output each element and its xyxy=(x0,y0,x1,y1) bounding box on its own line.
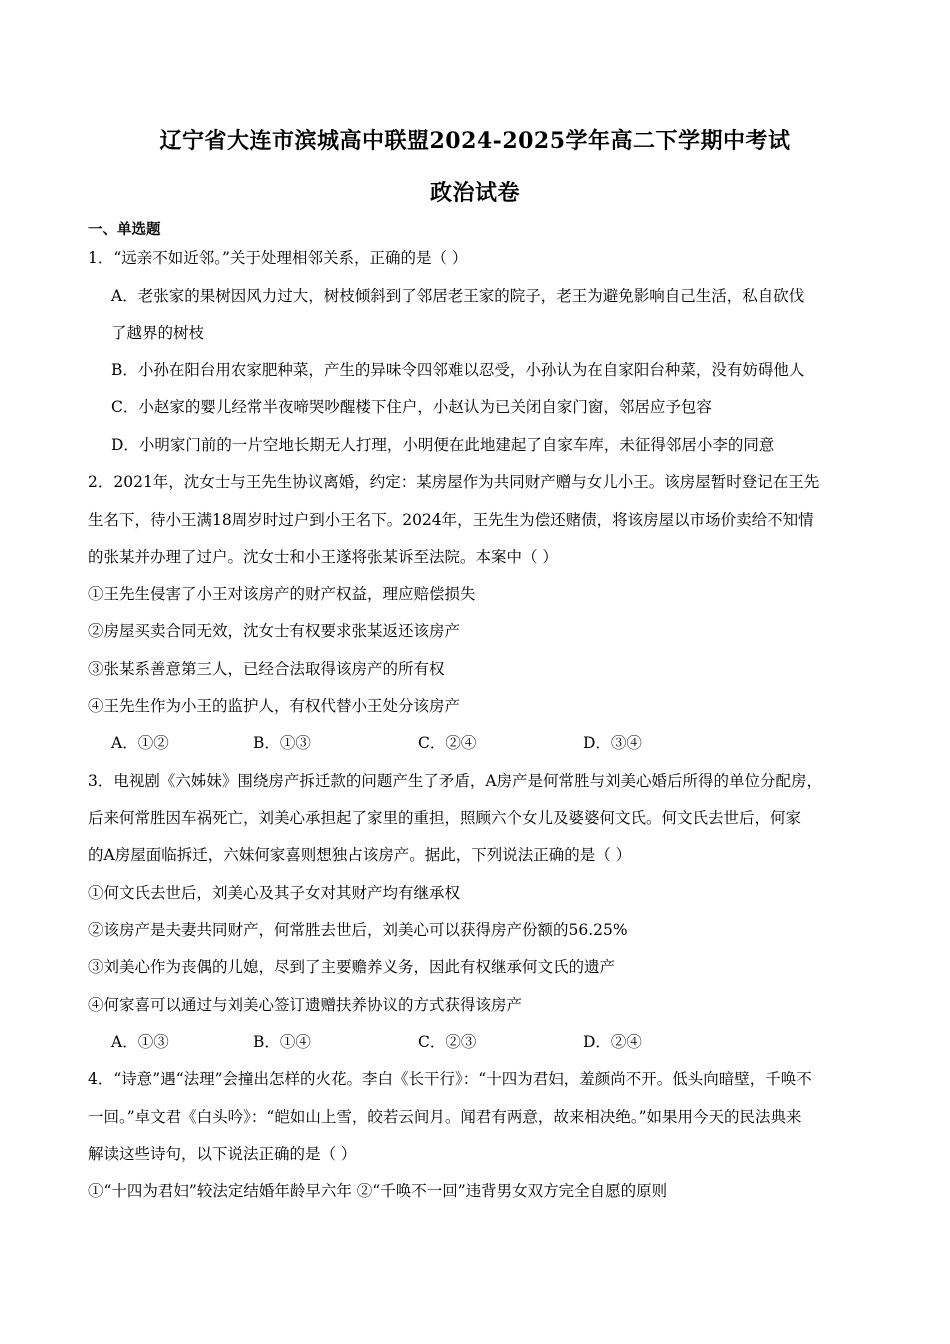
question-1-choice-a-cont: 了越界的树枝 xyxy=(111,324,205,342)
question-3-stem-line-1: 3．电视剧《六姊妹》围绕房产拆迁款的问题产生了矛盾，A房产是何常胜与刘美心婚后所得的单位分配房， xyxy=(88,772,823,790)
question-2-statement-2: ②房屋买卖合同无效，沈女士有权要求张某返还该房产 xyxy=(88,622,461,640)
question-1-choice-c: C．小赵家的婴儿经常半夜啼哭吵醒楼下住户，小赵认为已关闭自家门窗，邻居应予包容 xyxy=(111,398,712,416)
section-label: 一、单选题 xyxy=(88,221,161,238)
question-2-stem-line-3: 的张某并办理了过户。沈女士和小王遂将张某诉至法院。本案中（ ） xyxy=(88,548,558,566)
question-3-stem-line-3: 的A房屋面临拆迁，六妹何家喜则想独占该房产。据此，下列说法正确的是（ ） xyxy=(88,846,632,864)
question-3-stem-line-2: 后来何常胜因车祸死亡，刘美心承担起了家里的重担，照顾六个女儿及婆婆何文氏。何文氏去世后，何家 xyxy=(88,809,802,827)
question-2-stem-line-1: 2．2021年，沈女士与王先生协议离婚，约定：某房屋作为共同财产赠与女儿小王。该房屋暂时登记在王先 xyxy=(88,473,820,491)
question-3-statement-2: ②该房产是夫妻共同财产，何常胜去世后，刘美心可以获得房产份额的56.25% xyxy=(88,921,628,939)
question-2-option-c: C．②④ xyxy=(418,734,477,752)
exam-subtitle: 政治试卷 xyxy=(429,180,520,206)
question-4-stem-line-2: 一回。”卓文君《白头吟》：“皑如山上雪，皎若云间月。闻君有两意，故来相决绝。”如果用今天的民法典来 xyxy=(88,1108,802,1126)
question-4-stem-line-3: 解读这些诗句，以下说法正确的是（ ） xyxy=(88,1145,357,1163)
question-3-option-b: B．①④ xyxy=(253,1033,311,1051)
question-2-option-b: B．①③ xyxy=(253,734,311,752)
question-4-stem-line-1: 4．“诗意”遇“法理”会撞出怎样的火花。李白《长干行》：“十四为君妇，羞颜尚不开。低头向暗壁，千唤不 xyxy=(88,1070,812,1088)
question-2-statement-3: ③张某系善意第三人，已经合法取得该房产的所有权 xyxy=(88,660,445,678)
question-3-statement-4: ④何家喜可以通过与刘美心签订遗赠扶养协议的方式获得该房产 xyxy=(88,996,523,1014)
question-2-stem-line-2: 生名下，待小王满18周岁时过户到小王名下。2024年，王先生为偿还赌债，将该房屋以市场价卖给不知情 xyxy=(88,511,814,529)
question-3-option-d: D．②④ xyxy=(583,1033,642,1051)
question-3-statement-1: ①何文氏去世后，刘美心及其子女对其财产均有继承权 xyxy=(88,884,461,902)
question-1-stem: 1．“远亲不如近邻。”关于处理相邻关系，正确的是（ ） xyxy=(88,249,468,267)
question-3-option-c: C．②③ xyxy=(418,1033,477,1051)
exam-title: 辽宁省大连市滨城高中联盟2024-2025学年高二下学期中考试 xyxy=(159,128,791,154)
question-1-choice-d: D．小明家门前的一片空地长期无人打理，小明便在此地建起了自家车库，未征得邻居小李的同意 xyxy=(111,436,775,454)
question-3-option-a: A．①③ xyxy=(111,1033,169,1051)
question-2-statement-4: ④王先生作为小王的监护人，有权代替小王处分该房产 xyxy=(88,697,461,715)
question-1-choice-b: B．小孙在阳台用农家肥种菜，产生的异味令四邻难以忍受，小孙认为在自家阳台种菜，没有妨碍他人 xyxy=(111,361,805,379)
question-4-statements-1-2: ①“十四为君妇”较法定结婚年龄早六年 ②“千唤不一回”违背男女双方完全自愿的原则 xyxy=(88,1182,668,1200)
question-3-statement-3: ③刘美心作为丧偶的儿媳，尽到了主要赡养义务，因此有权继承何文氏的遗产 xyxy=(88,958,616,976)
question-2-statement-1: ①王先生侵害了小王对该房产的财产权益，理应赔偿损失 xyxy=(88,585,476,603)
question-1-choice-a: A．老张家的果树因风力过大，树枝倾斜到了邻居老王家的院子，老王为避免影响自己生活，私自砍伐 xyxy=(111,287,805,305)
question-2-option-d: D．③④ xyxy=(583,734,642,752)
question-2-option-a: A．①② xyxy=(111,734,169,752)
